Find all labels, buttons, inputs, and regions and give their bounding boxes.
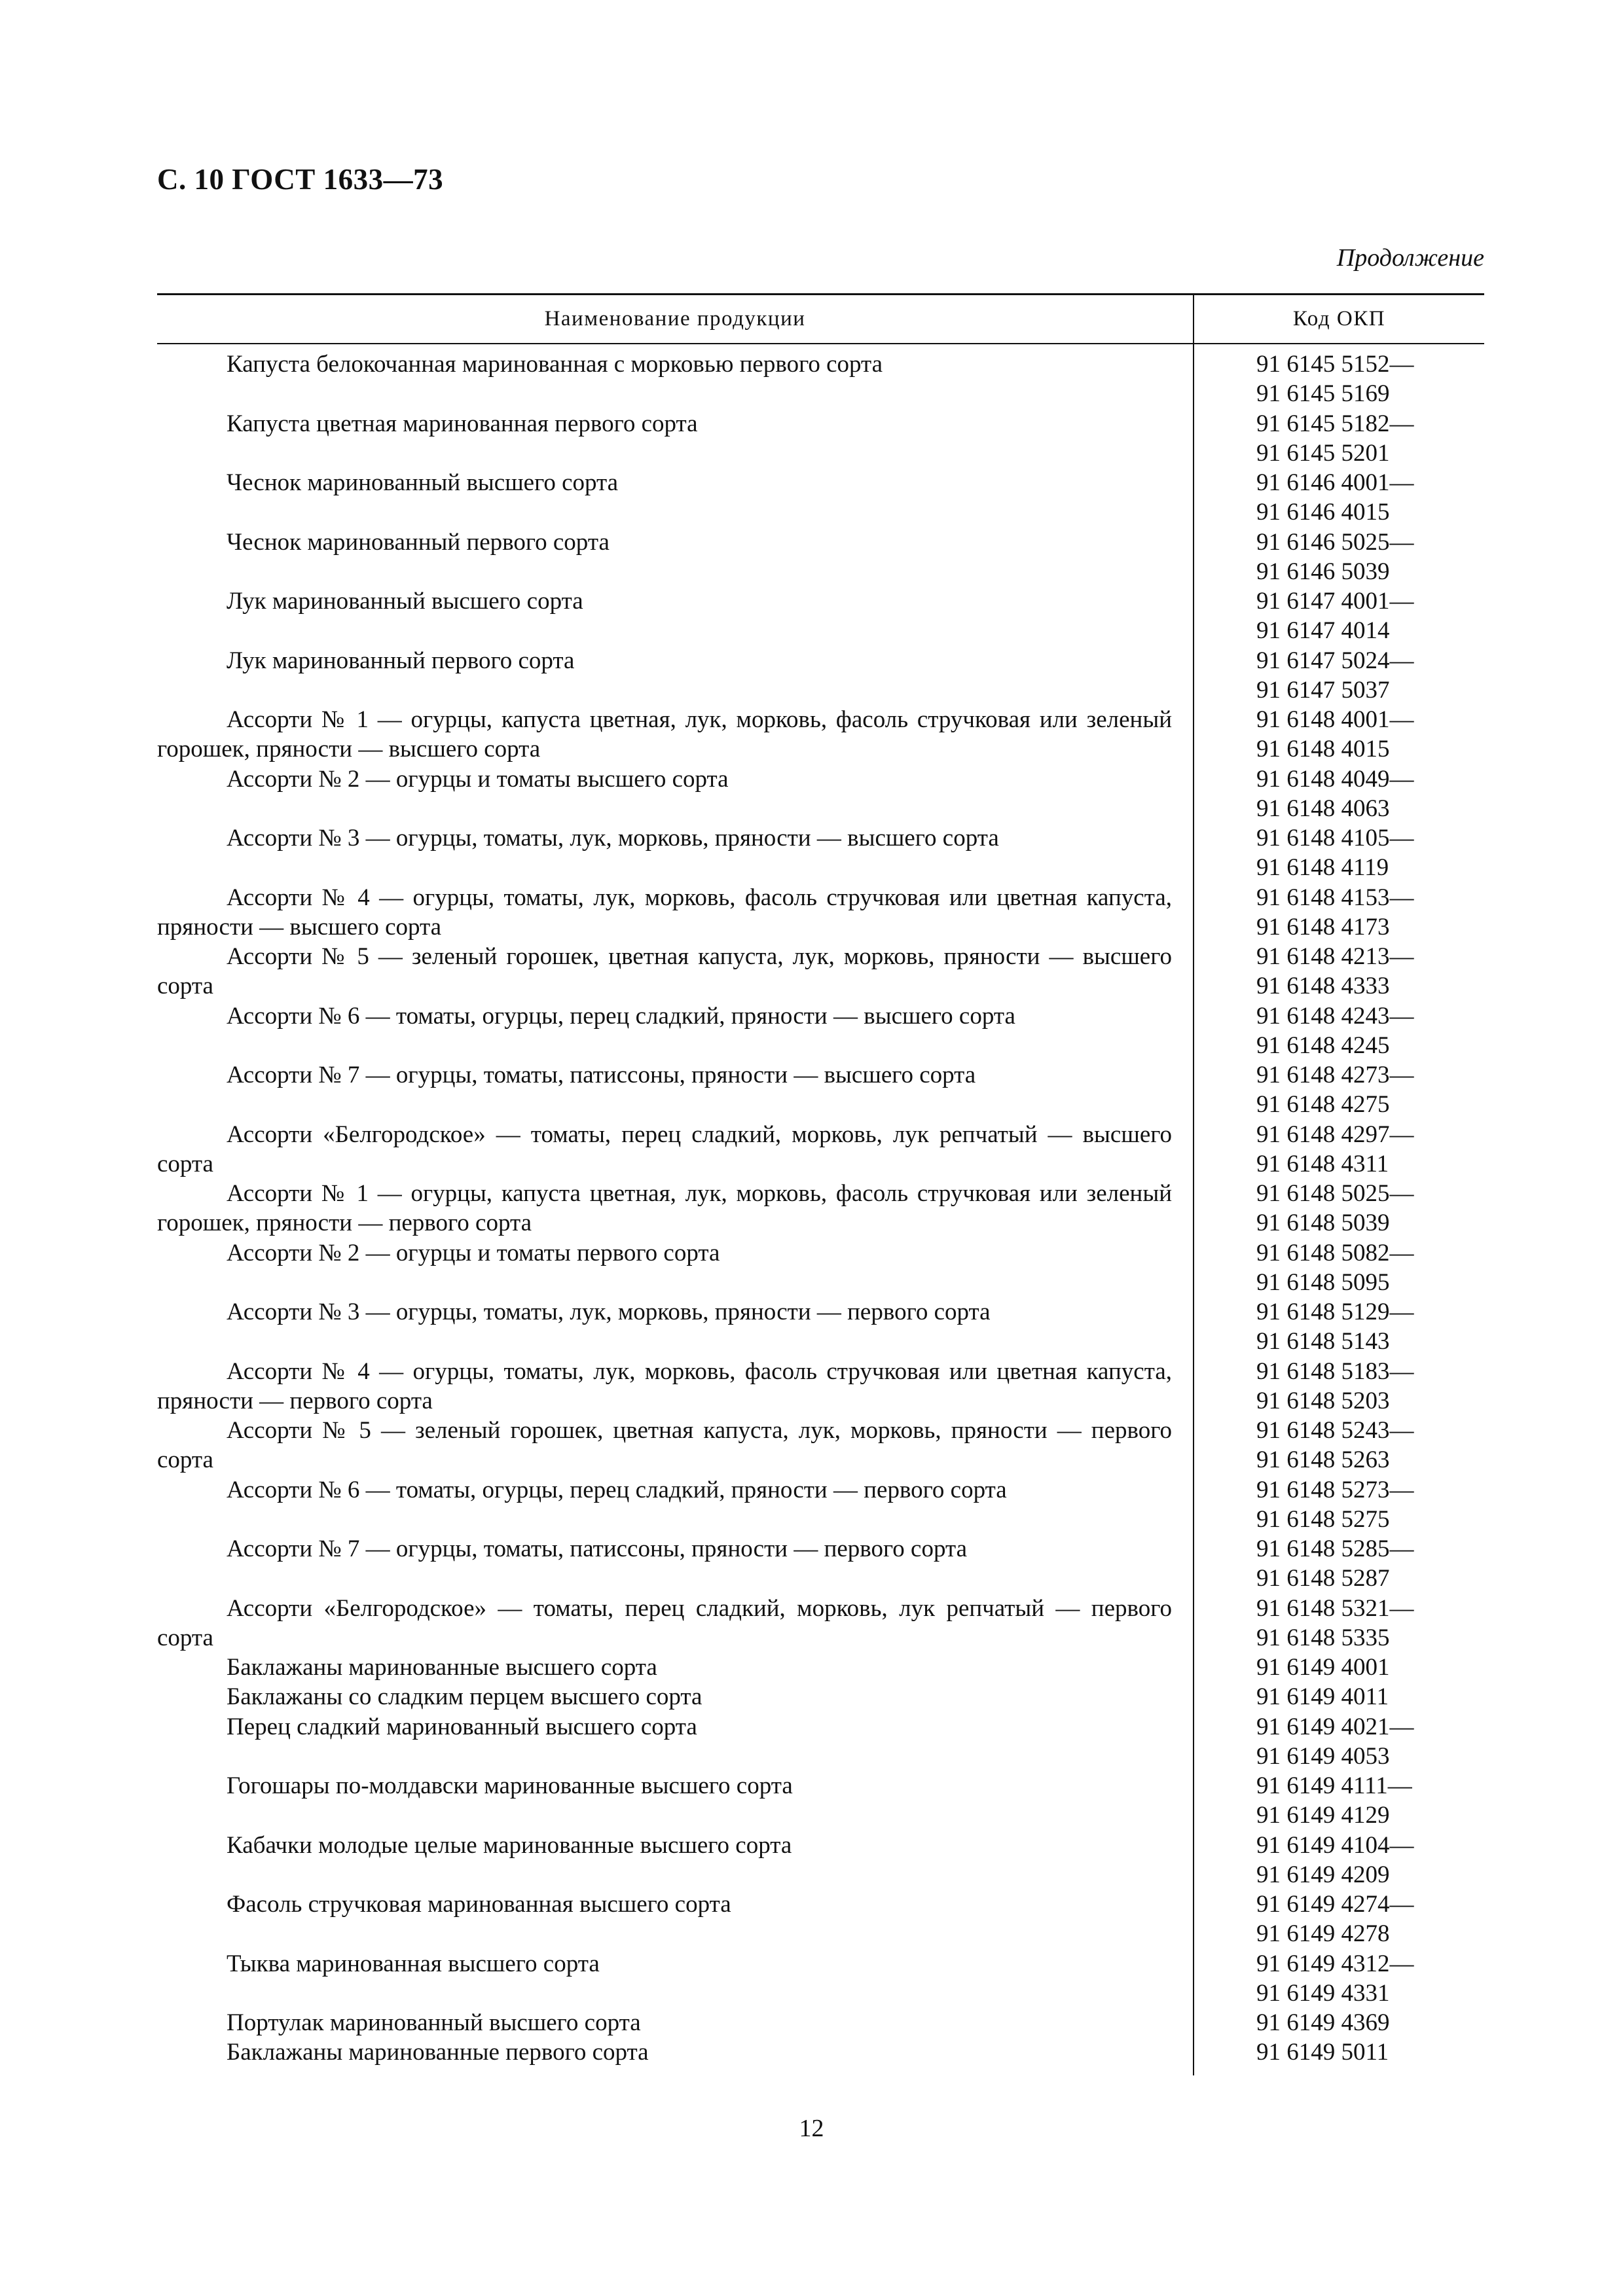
okp-code-end: 91 6148 4173 xyxy=(1256,913,1390,941)
product-name: Баклажаны со сладким перцем высшего сорта xyxy=(227,1683,702,1711)
product-name: Баклажаны маринованные высшего сорта xyxy=(227,1654,657,1681)
okp-code-end: 91 6147 5037 xyxy=(1256,676,1390,704)
okp-code-start: 91 6145 5152— xyxy=(1256,351,1414,378)
table-row xyxy=(157,586,1172,646)
table-row-code xyxy=(1256,1357,1484,1416)
okp-code-start: 91 6148 4297— xyxy=(1256,1121,1414,1148)
table-row xyxy=(157,1594,1172,1653)
okp-code-end: 91 6148 5287 xyxy=(1256,1565,1390,1592)
okp-code-end: 91 6148 4063 xyxy=(1256,795,1390,822)
table-row-code xyxy=(1256,1594,1484,1653)
table-row xyxy=(157,1238,1172,1298)
okp-code-start: 91 6148 4273— xyxy=(1256,1062,1414,1088)
product-name: Лук маринованный высшего сорта xyxy=(227,588,583,615)
table-row-code xyxy=(1256,468,1484,528)
table-row-code xyxy=(1256,1682,1484,1712)
table-row xyxy=(157,468,1172,528)
okp-code-end: 91 6148 5203 xyxy=(1256,1387,1390,1414)
product-name: Ассорти № 3 — огурцы, томаты, лук, морковь, пряности — высшего сорта xyxy=(227,825,999,852)
table-row-code xyxy=(1256,1416,1484,1475)
product-name: Ассорти № 6 — томаты, огурцы, перец сладкий, пряности — первого сорта xyxy=(227,1476,1007,1503)
okp-code-start: 91 6148 4213— xyxy=(1256,943,1414,970)
column-header-okp-code: Код ОКП xyxy=(1292,307,1386,331)
product-name: Ассорти «Белгородское» — томаты, перец сладкий, морковь, лук репчатый — первого сорта xyxy=(157,1594,1172,1651)
product-name: Портулак маринованный высшего сорта xyxy=(227,2009,641,2036)
table-row-code xyxy=(1256,1771,1484,1831)
page-number: 12 xyxy=(799,2115,824,2142)
okp-code-end: 91 6149 4129 xyxy=(1256,1802,1390,1829)
okp-code-start: 91 6148 4243— xyxy=(1256,1002,1414,1030)
product-name: Ассорти № 2 — огурцы и томаты высшего сорта xyxy=(227,765,729,793)
table-row-code xyxy=(1256,705,1484,764)
product-name: Ассорти № 5 — зеленый горошек, цветная капуста, лук, морковь, пряности — первого сорта xyxy=(157,1417,1172,1474)
table-row xyxy=(157,883,1172,942)
okp-code-start: 91 6149 4021— xyxy=(1256,1713,1414,1740)
table-row-code xyxy=(1256,1890,1484,1949)
okp-code-start: 91 6149 4111— xyxy=(1256,1772,1412,1799)
okp-code-end: 91 6148 4015 xyxy=(1256,736,1390,763)
product-name: Баклажаны маринованные первого сорта xyxy=(227,2039,649,2066)
okp-code-end: 91 6148 5335 xyxy=(1256,1624,1390,1651)
okp-code-end: 91 6148 5039 xyxy=(1256,1210,1390,1237)
okp-code-end: 91 6145 5169 xyxy=(1256,380,1390,408)
table-row xyxy=(157,1416,1172,1475)
product-name: Чеснок маринованный высшего сорта xyxy=(227,469,619,496)
okp-code-start: 91 6148 5321— xyxy=(1256,1594,1414,1622)
product-name: Ассорти № 7 — огурцы, томаты, патиссоны, пряности — первого сорта xyxy=(227,1535,967,1562)
continuation-label: Продолжение xyxy=(1336,244,1484,272)
okp-code-start: 91 6149 4312— xyxy=(1256,1950,1414,1977)
table-row xyxy=(157,1831,1172,1890)
table-row xyxy=(157,1682,1172,1712)
table-row xyxy=(157,1297,1172,1357)
okp-code-start: 91 6147 5024— xyxy=(1256,647,1414,674)
okp-code-start: 91 6146 5025— xyxy=(1256,528,1414,556)
table-row xyxy=(157,1712,1172,1772)
table-header xyxy=(157,293,1484,344)
table-row-code xyxy=(1256,2008,1484,2037)
okp-code-end: 91 6149 4053 xyxy=(1256,1742,1390,1770)
okp-code-end: 91 6149 4331 xyxy=(1256,1979,1390,2007)
okp-code-start: 91 6149 4274— xyxy=(1256,1891,1414,1918)
table-row-code xyxy=(1256,1653,1484,1682)
table-row-code xyxy=(1256,646,1484,706)
okp-code-end: 91 6147 4014 xyxy=(1256,617,1390,645)
okp-code-start: 91 6149 4001 xyxy=(1256,1654,1390,1681)
okp-code-end: 91 6148 4245 xyxy=(1256,1031,1390,1059)
table-row-code xyxy=(1256,1831,1484,1890)
table-row xyxy=(157,1120,1172,1179)
product-name: Лук маринованный первого сорта xyxy=(227,647,575,674)
okp-code-end: 91 6148 4119 xyxy=(1256,854,1389,882)
okp-code-start: 91 6148 5082— xyxy=(1256,1239,1414,1266)
table-row xyxy=(157,764,1172,824)
okp-code-start: 91 6149 4104— xyxy=(1256,1831,1414,1859)
table-row xyxy=(157,409,1172,469)
table-row xyxy=(157,1771,1172,1831)
table-row-code xyxy=(1256,883,1484,942)
table-row xyxy=(157,2037,1172,2067)
column-header-product-name: Наименование продукции xyxy=(157,295,1194,343)
product-name: Ассорти № 3 — огурцы, томаты, лук, морковь, пряности — первого сорта xyxy=(227,1299,991,1325)
product-name: Перец сладкий маринованный высшего сорта xyxy=(227,1713,697,1740)
okp-code-column xyxy=(1194,344,1484,2075)
okp-code-start: 91 6148 5129— xyxy=(1256,1299,1414,1325)
product-name: Гогошары по-молдавски маринованные высшего сорта xyxy=(227,1772,793,1799)
product-name: Капуста цветная маринованная первого сорта xyxy=(227,410,698,437)
table-row-code xyxy=(1256,1297,1484,1357)
okp-code-start: 91 6148 5285— xyxy=(1256,1535,1414,1562)
table-row xyxy=(157,528,1172,587)
table-row xyxy=(157,1534,1172,1594)
table-row xyxy=(157,646,1172,706)
product-name: Капуста белокочанная маринованная с морковью первого сорта xyxy=(227,351,883,378)
table-row-code xyxy=(1256,409,1484,469)
table-row-code xyxy=(1256,1238,1484,1298)
okp-code-start: 91 6149 5011 xyxy=(1256,2039,1389,2066)
product-name: Ассорти № 1 — огурцы, капуста цветная, лук, морковь, фасоль стручковая или зеленый горошек, пряности — первого сорта xyxy=(157,1180,1172,1237)
okp-code-start: 91 6148 5025— xyxy=(1256,1180,1414,1207)
product-name: Ассорти № 2 — огурцы и томаты первого сорта xyxy=(227,1239,720,1266)
table-row xyxy=(157,1890,1172,1949)
table-row xyxy=(157,1357,1172,1416)
okp-code-end: 91 6148 4333 xyxy=(1256,973,1390,1000)
okp-code-end: 91 6145 5201 xyxy=(1256,439,1390,467)
product-code-table xyxy=(157,293,1484,2075)
table-row-code xyxy=(1256,2037,1484,2067)
okp-code-start: 91 6147 4001— xyxy=(1256,588,1414,615)
table-row-code xyxy=(1256,1475,1484,1535)
okp-code-end: 91 6148 5275 xyxy=(1256,1505,1390,1533)
product-name: Чеснок маринованный первого сорта xyxy=(227,528,610,556)
table-row xyxy=(157,942,1172,1001)
table-row-code xyxy=(1256,528,1484,587)
table-row xyxy=(157,1949,1172,2009)
okp-code-start: 91 6148 4049— xyxy=(1256,765,1414,793)
product-name: Ассорти «Белгородское» — томаты, перец сладкий, морковь, лук репчатый — высшего сорта xyxy=(157,1121,1172,1177)
page-header: С. 10 ГОСТ 1633—73 xyxy=(157,163,444,196)
product-name: Ассорти № 6 — томаты, огурцы, перец сладкий, пряности — высшего сорта xyxy=(227,1002,1015,1030)
okp-code-start: 91 6146 4001— xyxy=(1256,469,1414,496)
table-row xyxy=(157,2008,1172,2037)
product-name: Фасоль стручковая маринованная высшего сорта xyxy=(227,1891,731,1918)
table-row-code xyxy=(1256,1179,1484,1238)
table-row-code xyxy=(1256,1120,1484,1179)
product-name: Ассорти № 5 — зеленый горошек, цветная капуста, лук, морковь, пряности — высшего сорта xyxy=(157,943,1172,1000)
table-row xyxy=(157,1179,1172,1238)
okp-code-end: 91 6148 5143 xyxy=(1256,1328,1390,1355)
product-name: Ассорти № 4 — огурцы, томаты, лук, морковь, фасоль стручковая или цветная капуста, пряности — первого сорта xyxy=(157,1357,1172,1414)
okp-code-start: 91 6148 4153— xyxy=(1256,884,1414,911)
table-row xyxy=(157,350,1172,409)
okp-code-end: 91 6148 4311 xyxy=(1256,1150,1389,1177)
product-name: Ассорти № 4 — огурцы, томаты, лук, морковь, фасоль стручковая или цветная капуста, пряности — высшего сорта xyxy=(157,884,1172,941)
product-name: Ассорти № 1 — огурцы, капуста цветная, лук, морковь, фасоль стручковая или зеленый горошек, пряности — высшего сорта xyxy=(157,706,1172,763)
table-row-code xyxy=(1256,586,1484,646)
table-row xyxy=(157,705,1172,764)
table-body xyxy=(157,344,1484,2075)
table-row xyxy=(157,1060,1172,1120)
okp-code-end: 91 6148 5095 xyxy=(1256,1268,1390,1296)
table-row-code xyxy=(1256,350,1484,409)
table-row-code xyxy=(1256,1712,1484,1772)
okp-code-start: 91 6149 4011 xyxy=(1256,1683,1389,1711)
okp-code-end: 91 6149 4209 xyxy=(1256,1861,1390,1888)
table-row-code xyxy=(1256,764,1484,824)
okp-code-end: 91 6148 5263 xyxy=(1256,1446,1390,1474)
product-name: Тыква маринованная высшего сорта xyxy=(227,1950,600,1977)
okp-code-start: 91 6148 4105— xyxy=(1256,825,1414,852)
table-row xyxy=(157,823,1172,883)
okp-code-start: 91 6148 5273— xyxy=(1256,1476,1414,1503)
okp-code-end: 91 6148 4275 xyxy=(1256,1091,1390,1119)
okp-code-start: 91 6145 5182— xyxy=(1256,410,1414,437)
product-name-column xyxy=(157,344,1194,2075)
table-row-code xyxy=(1256,1949,1484,2009)
table-row xyxy=(157,1001,1172,1061)
table-row-code xyxy=(1256,823,1484,883)
table-row xyxy=(157,1653,1172,1682)
table-row-code xyxy=(1256,942,1484,1001)
okp-code-end: 91 6149 4278 xyxy=(1256,1920,1390,1948)
table-row-code xyxy=(1256,1060,1484,1120)
okp-code-start: 91 6148 5243— xyxy=(1256,1417,1414,1444)
product-name: Кабачки молодые целые маринованные высшего сорта xyxy=(227,1831,792,1859)
table-row-code xyxy=(1256,1534,1484,1594)
okp-code-start: 91 6149 4369 xyxy=(1256,2009,1390,2036)
table-row-code xyxy=(1256,1001,1484,1061)
product-name: Ассорти № 7 — огурцы, томаты, патиссоны, пряности — высшего сорта xyxy=(227,1062,976,1088)
okp-code-start: 91 6148 5183— xyxy=(1256,1357,1414,1385)
table-row xyxy=(157,1475,1172,1535)
okp-code-end: 91 6146 5039 xyxy=(1256,558,1390,585)
okp-code-start: 91 6148 4001— xyxy=(1256,706,1414,733)
okp-code-end: 91 6146 4015 xyxy=(1256,499,1390,526)
